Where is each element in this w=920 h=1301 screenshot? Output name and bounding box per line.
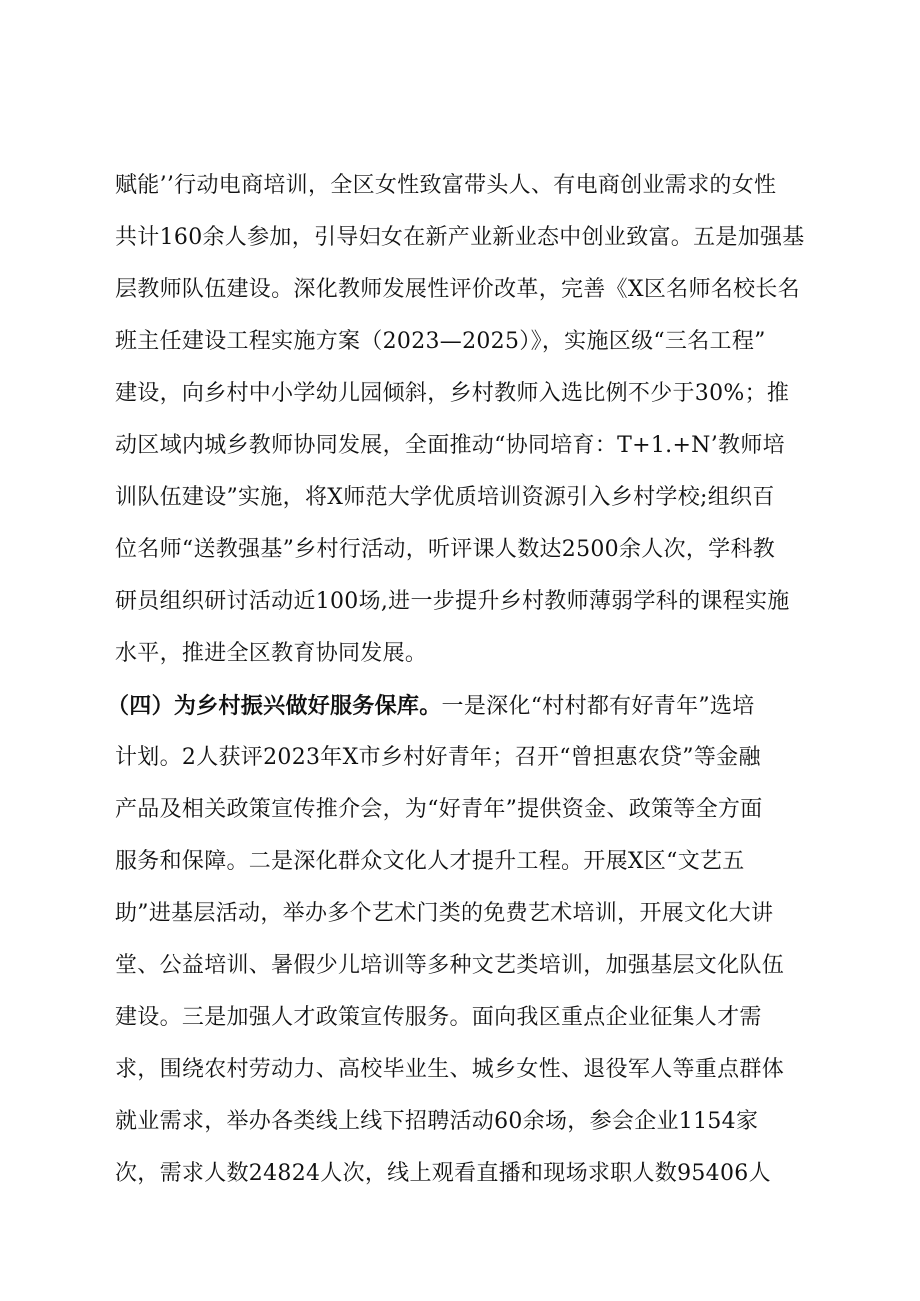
section-heading: （四）为乡村振兴做好服务保库。 [107, 693, 442, 719]
section-first-line-text: 一是深化“村村都有好青年”选培 [441, 694, 755, 719]
text-line: 建设。三是加强人才政策宣传服务。面向我区重点企业征集人才需 [115, 1005, 762, 1030]
text-line: 班主任建设工程实施方案（2023—2025）》，实施区级“三名工程” [115, 329, 766, 354]
text-line: 层教师队伍建设。深化教师发展性评价改革，完善《X区名师名校长名 [115, 277, 800, 302]
text-line: 研员组织研讨活动近100场,进一步提升乡村教师薄弱学科的课程实施 [115, 589, 790, 614]
text-line: 次，需求人数24824人次，线上观看直播和现场求职人数95406人 [115, 1161, 771, 1186]
text-line: 建设，向乡村中小学幼儿园倾斜，乡村教师入选比例不少于30%；推 [115, 381, 790, 406]
body-text [107, 160, 835, 1200]
text-line: 计划。2人获评2023年X市乡村好青年；召开“曾担惠农贷”等金融 [115, 745, 761, 770]
text-line: 水平，推进全区教育协同发展。 [115, 641, 428, 666]
section-heading-line [107, 680, 835, 732]
text-line: 动区域内城乡教师协同发展，全面推动“协同培育：T+1.+N’教师培 [115, 433, 785, 458]
text-line: 位名师“送教强基”乡村行活动，听评课人数达2500余人次，学科教 [115, 537, 776, 562]
text-line: 训队伍建设”实施，将X师范大学优质培训资源引入乡村学校;组织百 [115, 485, 775, 510]
text-line: 赋能’’行动电商培训，全区女性致富带头人、有电商创业需求的女性 [115, 173, 777, 198]
text-line: 产品及相关政策宣传推介会，为“好青年”提供资金、政策等全方面 [115, 797, 763, 822]
text-line: 求，围绕农村劳动力、高校毕业生、城乡女性、退役军人等重点群体 [115, 1057, 785, 1082]
text-line: 堂、公益培训、暑假少儿培训等多种文艺类培训，加强基层文化队伍 [115, 953, 785, 978]
text-line: 服务和保障。二是深化群众文化人才提升工程。开展X区“文艺五 [115, 849, 745, 874]
text-line: 共计160余人参加，引导妇女在新产业新业态中创业致富。五是加强基 [115, 225, 805, 250]
text-line: 助”进基层活动，举办多个艺术门类的免费艺术培训，开展文化大讲 [115, 901, 774, 926]
text-line: 就业需求，举办各类线上线下招聘活动60余场，参会企业1154家 [115, 1109, 759, 1134]
